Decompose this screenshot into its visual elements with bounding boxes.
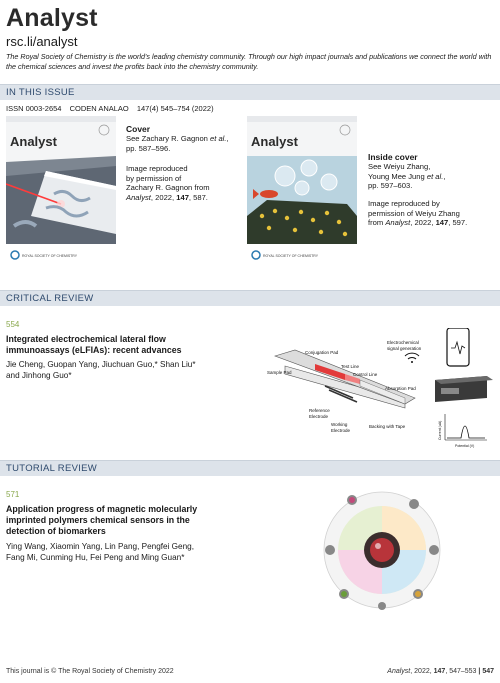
footer-citation: Analyst, 2022, 147, 547–553 | 547 (387, 668, 494, 675)
article-page-number[interactable]: 571 (6, 490, 20, 499)
cover-publisher: ROYAL SOCIETY OF CHEMISTRY (263, 254, 319, 258)
footer-copyright: This journal is © The Royal Society of Chemistry 2022 (6, 668, 174, 675)
cover-see-text: See Zachary R. Gagnon et al., pp. 587–596. (126, 134, 229, 153)
article-page-number[interactable]: 554 (6, 320, 20, 329)
inside-cover-image[interactable] (247, 116, 357, 265)
section-label: CRITICAL REVIEW (6, 293, 94, 304)
label-sample-pad: Sample Pad (267, 370, 292, 375)
cover-publisher: ROYAL SOCIETY OF CHEMISTRY (22, 254, 78, 258)
journal-title: Analyst (6, 4, 98, 32)
label-conjugation-pad: Conjugation Pad (305, 350, 339, 355)
issn: ISSN 0003-2654 (6, 104, 62, 113)
label-test-line: Test Line (341, 364, 360, 369)
cover-journal-name: Analyst (10, 134, 57, 149)
article-title[interactable]: Integrated electrochemical lateral flow immunoassays (eLFIAs): recent advances (6, 334, 182, 355)
label-reference-2: Electrode (309, 414, 329, 419)
label-current: Current (uA) (438, 420, 442, 440)
label-potential: Potential (V) (455, 444, 475, 448)
journal-intro: The Royal Society of Chemistry is the world's leading chemistry community. Through our high impact journals and publications we connect the world with the chemical sciences and invest the profits back into the chemistry community. (6, 52, 492, 71)
inside-cover-credit-text: Image reproduced by permission of Weiyu Zhang from Analyst, 2022, 147, 597. (368, 199, 468, 227)
label-backing: Backing with Tape (369, 424, 406, 429)
label-working-2: Electrode (331, 428, 351, 433)
inside-cover-see-text: See Weiyu Zhang, Young Mee Jung et al., pp. 597–603. (368, 162, 446, 190)
label-signal-1: Electrochemical (387, 340, 419, 345)
label-control-line: Control Line (353, 372, 378, 377)
front-cover-image[interactable] (6, 116, 116, 265)
section-label: IN THIS ISSUE (6, 87, 75, 98)
article-title[interactable]: Application progress of magnetic molecularly imprinted polymers chemical sensors in the detection of biomarkers (6, 504, 198, 536)
critical-review-figure[interactable] (265, 328, 495, 468)
section-bar-in-this-issue (0, 84, 500, 100)
cover-label: Cover (126, 124, 151, 134)
cover-journal-name: Analyst (251, 134, 298, 149)
inside-cover-label: Inside cover (368, 152, 418, 162)
tutorial-review-figure[interactable] (322, 490, 442, 610)
volume-info: 147(4) 545–754 (2022) (136, 104, 214, 113)
section-bar-tutorial-review (0, 460, 500, 476)
section-bar-critical-review (0, 290, 500, 306)
article-authors: Ying Wang, Xiaomin Yang, Lin Pang, Pengfei Geng, Fang Mi, Cunming Hu, Fei Peng and Ming Guan* (6, 542, 194, 562)
article-authors: Jie Cheng, Guopan Yang, Jiuchuan Guo,* Shan Liu* and Jinhong Guo* (6, 360, 196, 380)
label-signal-2: signal generation (387, 346, 422, 351)
label-reference: Reference (309, 408, 330, 413)
label-absorption-pad: Absorption Pad (385, 386, 416, 391)
issn-line (6, 104, 220, 113)
section-label: TUTORIAL REVIEW (6, 463, 98, 474)
coden: CODEN ANALAO (69, 104, 129, 113)
label-working: Working (331, 422, 348, 427)
journal-url[interactable]: rsc.li/analyst (6, 34, 78, 49)
cover-credit-text: Image reproduced by permission of Zachary R. Gagnon from Analyst, 2022, 147, 587. (126, 164, 210, 202)
